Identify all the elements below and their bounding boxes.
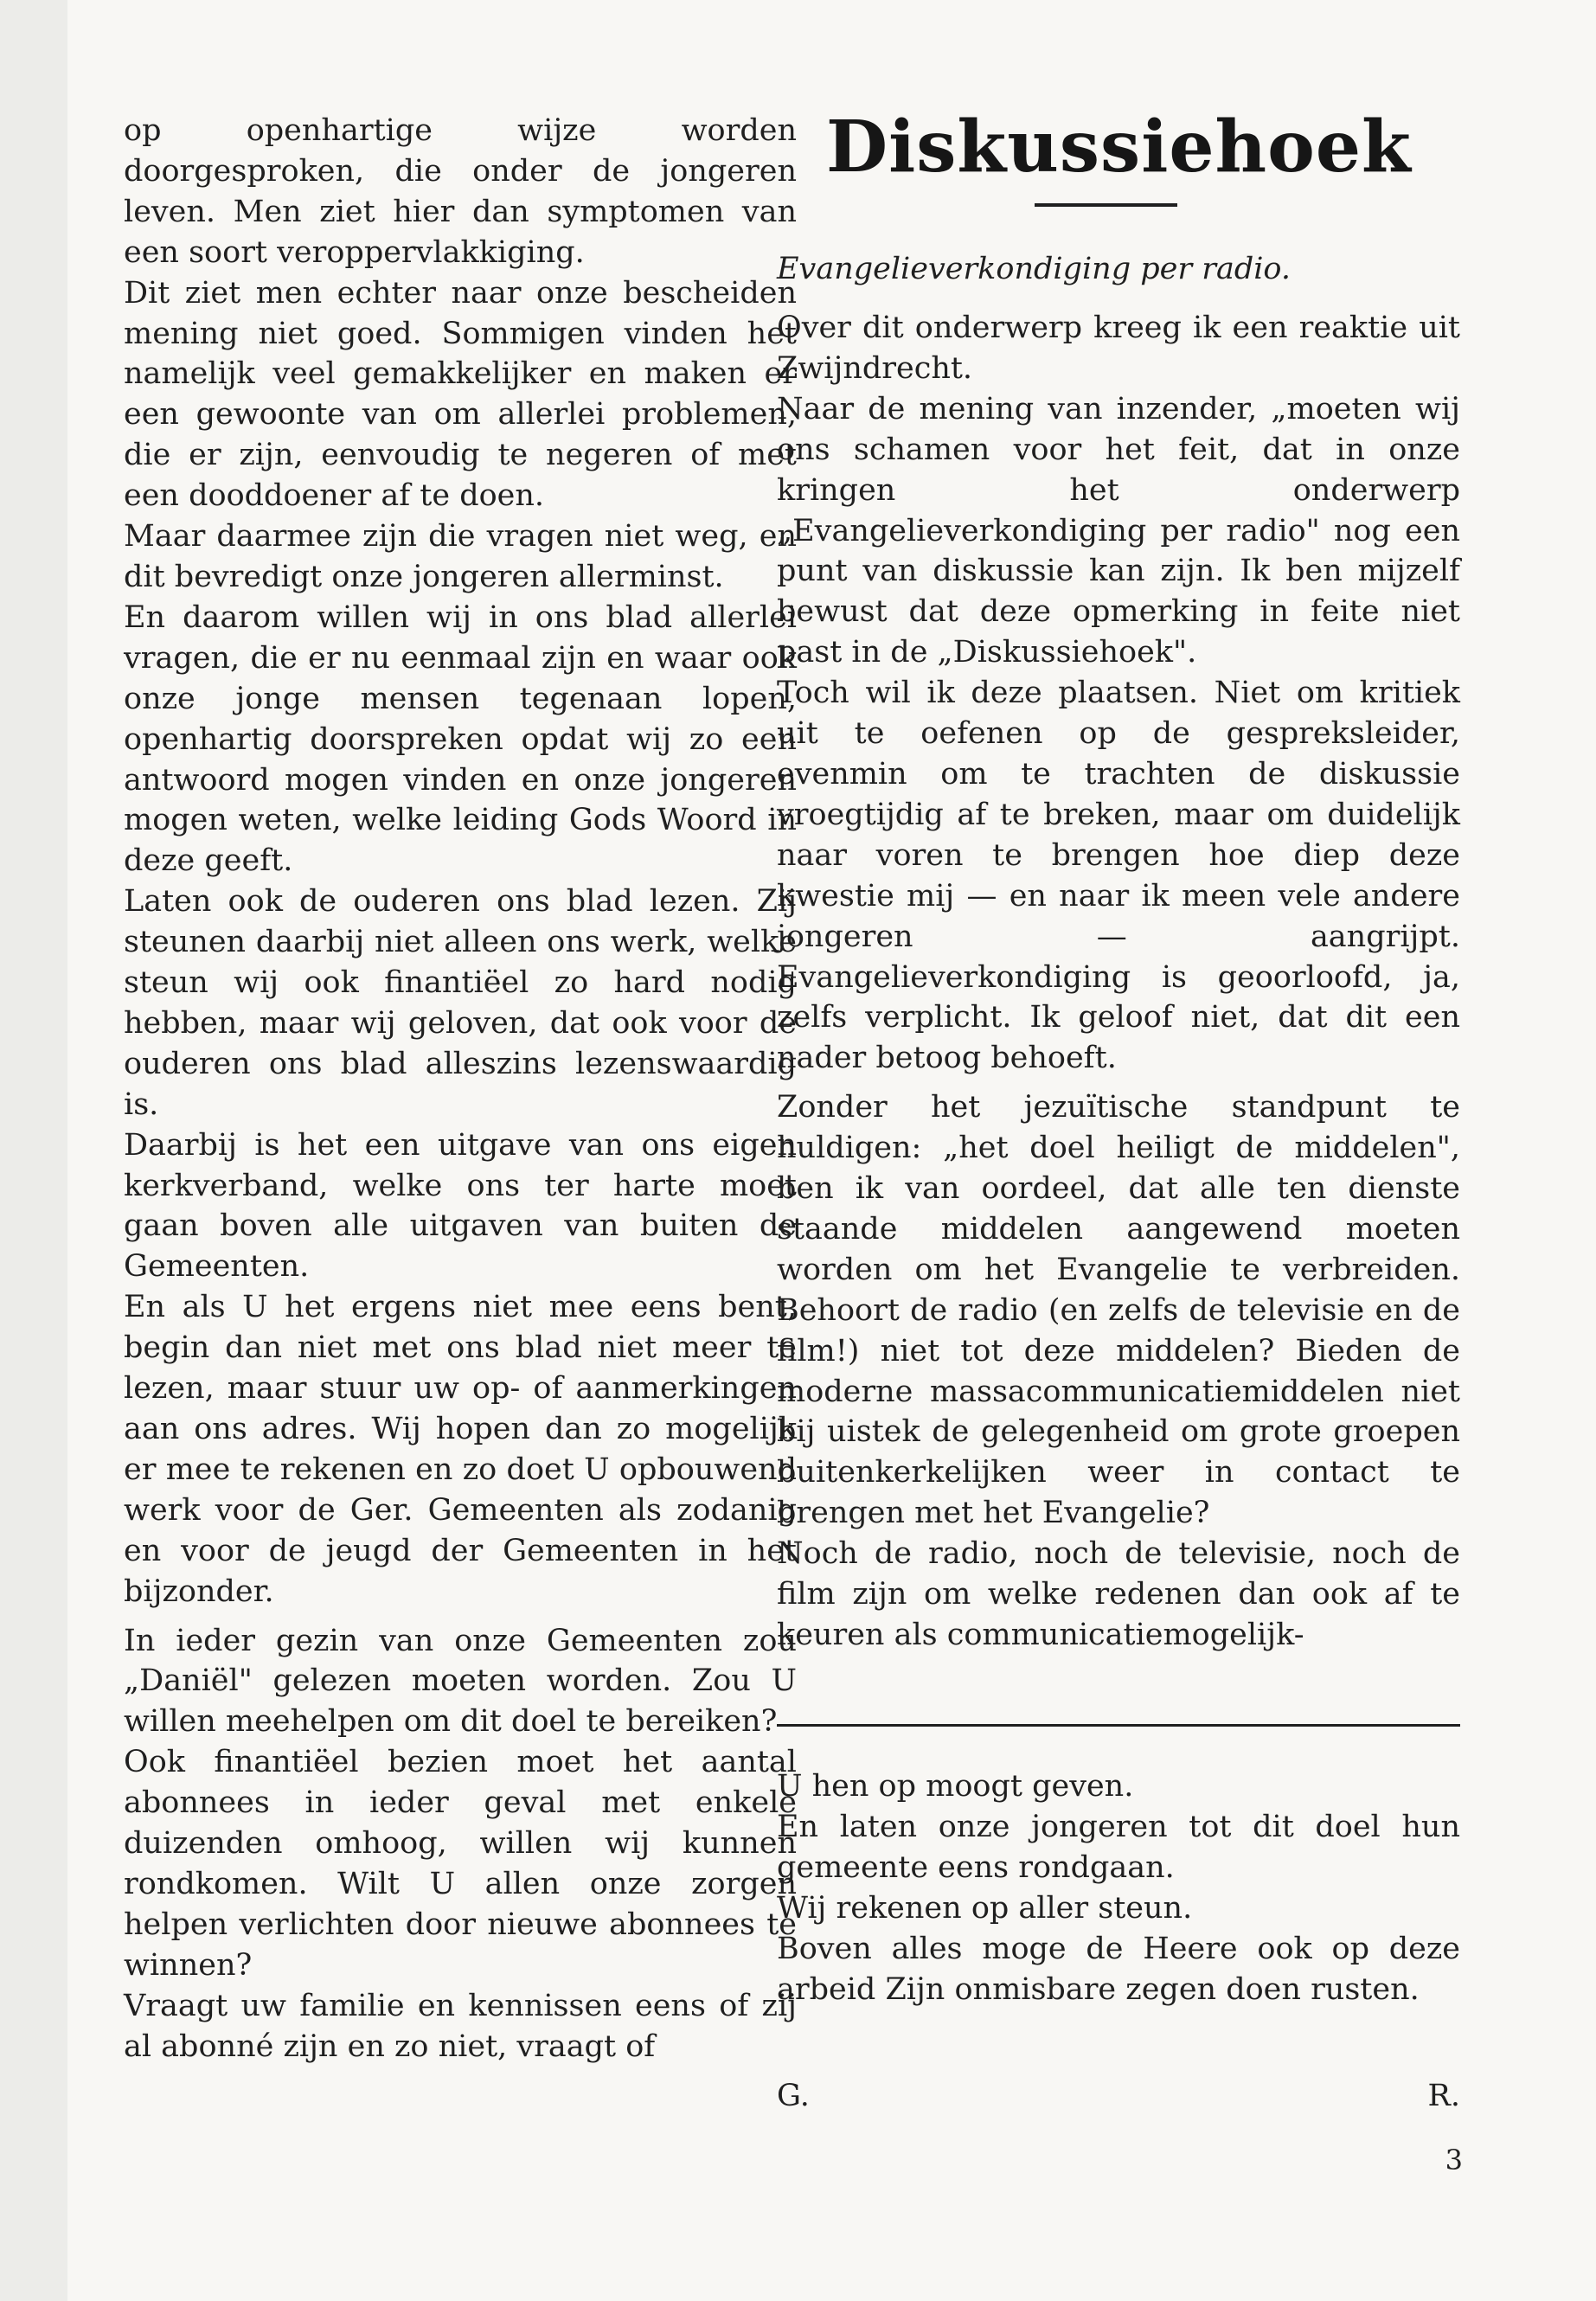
right-column-top: [777, 308, 1460, 1656]
paragraph: En daarom willen wij in ons blad allerlei vragen, die er nu eenmaal zijn en waar ook onze jonge mensen tegenaan lopen, openhartig doorspreken opdat wij zo een antwoord mogen vinden en onze jongeren mogen weten, welke leiding Gods Woord in deze geeft.: [124, 599, 797, 879]
right-column-bottom: [777, 1766, 1460, 2009]
paragraph: Maar daarmee zijn die vragen niet weg, en dit bevredigt onze jongeren allerminst.: [124, 519, 797, 594]
paragraph: Noch de radio, noch de televisie, noch de film zijn om welke redenen dan ook af te keuren als communicatiemogelijk-: [777, 1536, 1460, 1652]
paragraph: U hen op moogt geven.: [777, 1769, 1134, 1804]
signature: [777, 2076, 1460, 2116]
paragraph: Dit ziet men echter naar onze bescheiden mening niet goed. Sommigen vinden het namelijk veel gemakkelijker en maken er een gewoonte van om allerlei problemen, die er zijn, eenvoudig te negeren of met een dooddoener af te doen.: [124, 275, 797, 514]
paragraph: Zonder het jezuïtische standpunt te huldigen: „het doel heiligt de middelen", ben ik van oordeel, dat alle ten dienste staande middelen aangewend moeten worden om het Evangelie te verbreiden. Behoort de radio (en zelfs de televisie en de film!) niet tot deze middelen? Bieden de moderne massacommunicatiemiddelen niet bij uistek de gelegenheid om grote groepen buitenkerkelijken weer in contact te brengen met het Evangelie?: [777, 1090, 1460, 1531]
article-subtitle: Evangelieverkondiging per radio.: [777, 252, 1292, 286]
paragraph: En als U het ergens niet mee eens bent, begin dan niet met ons blad niet meer te lezen, maar stuur uw op- of aanmerkingen aan ons adres. Wij hopen dan zo mogelijk er mee te rekenen en zo doet U opbouwend werk voor de Ger. Gemeenten als zodanig en voor de jeugd der Gemeenten in het bijzonder.: [124, 1290, 797, 1609]
paragraph: Over dit onderwerp kreeg ik een reaktie uit Zwijndrecht.: [777, 311, 1460, 386]
paragraph: Vraagt uw familie en kennissen eens of zij al abonné zijn en zo niet, vraagt of: [124, 1988, 797, 2064]
paragraph: Ook finantiëel bezien moet het aantal abonnees in ieder geval met enkele duizenden omhoog, willen wij kunnen rondkomen. Wilt U allen onze zorgen helpen verlichten door nieuwe abonnees te winnen?: [124, 1745, 797, 1983]
paragraph: op openhartige wijze worden doorgesproken, die onder de jongeren leven. Men ziet hier dan symptomen van een soort veroppervlakkiging.: [124, 113, 797, 270]
document-page: [67, 0, 1596, 2301]
paragraph: Laten ook de ouderen ons blad lezen. Zij steunen daarbij niet alleen ons werk, welke steun wij ook finantiëel zo hard nodig hebben, maar wij geloven, dat ook voor de ouderen ons blad alleszins lezenswaardig is.: [124, 884, 797, 1122]
paragraph: Toch wil ik deze plaatsen. Niet om kritiek uit te oefenen op de gespreksleider, evenmin om te trachten de diskussie vroegtijdig af te breken, maar om duidelijk naar voren te brengen hoe diep deze kwestie mij — en naar ik meen vele andere jongeren — aangrijpt. Evangelieverkondiging is geoorloofd, ja, zelfs verplicht. Ik geloof niet, dat dit een nader betoog behoeft.: [777, 676, 1460, 1076]
paragraph: En laten onze jongeren tot dit doel hun gemeente eens rondgaan.: [777, 1809, 1460, 1885]
signature-initial-left: G.: [777, 2079, 810, 2113]
paragraph: In ieder gezin van onze Gemeenten zou „Daniël" gelezen moeten worden. Zou U willen meehelpen om dit doel te bereiken?: [124, 1623, 797, 1740]
title-underline: [1035, 203, 1177, 207]
paragraph: Daarbij is het een uitgave van ons eigen kerkverband, welke ons ter harte moet gaan boven alle uitgaven van buiten de Gemeenten.: [124, 1127, 797, 1285]
signature-initial-right: R.: [1427, 2079, 1460, 2113]
left-column: [124, 111, 797, 2067]
paragraph: Wij rekenen op aller steun.: [777, 1890, 1193, 1926]
page-number: 3: [1445, 2144, 1463, 2176]
section-divider: [777, 1724, 1460, 1727]
section-title: Diskussiehoek: [826, 106, 1412, 189]
paragraph: Naar de mening van inzender, „moeten wij ons schamen voor het feit, dat in onze kringen het onderwerp „Evangelieverkondiging per radio" nog een punt van diskussie kan zijn. Ik ben mijzelf bewust dat deze opmerking in feite niet past in de „Diskussiehoek".: [777, 391, 1460, 670]
paragraph: Boven alles moge de Heere ook op deze arbeid Zijn onmisbare zegen doen rusten.: [777, 1931, 1460, 2007]
